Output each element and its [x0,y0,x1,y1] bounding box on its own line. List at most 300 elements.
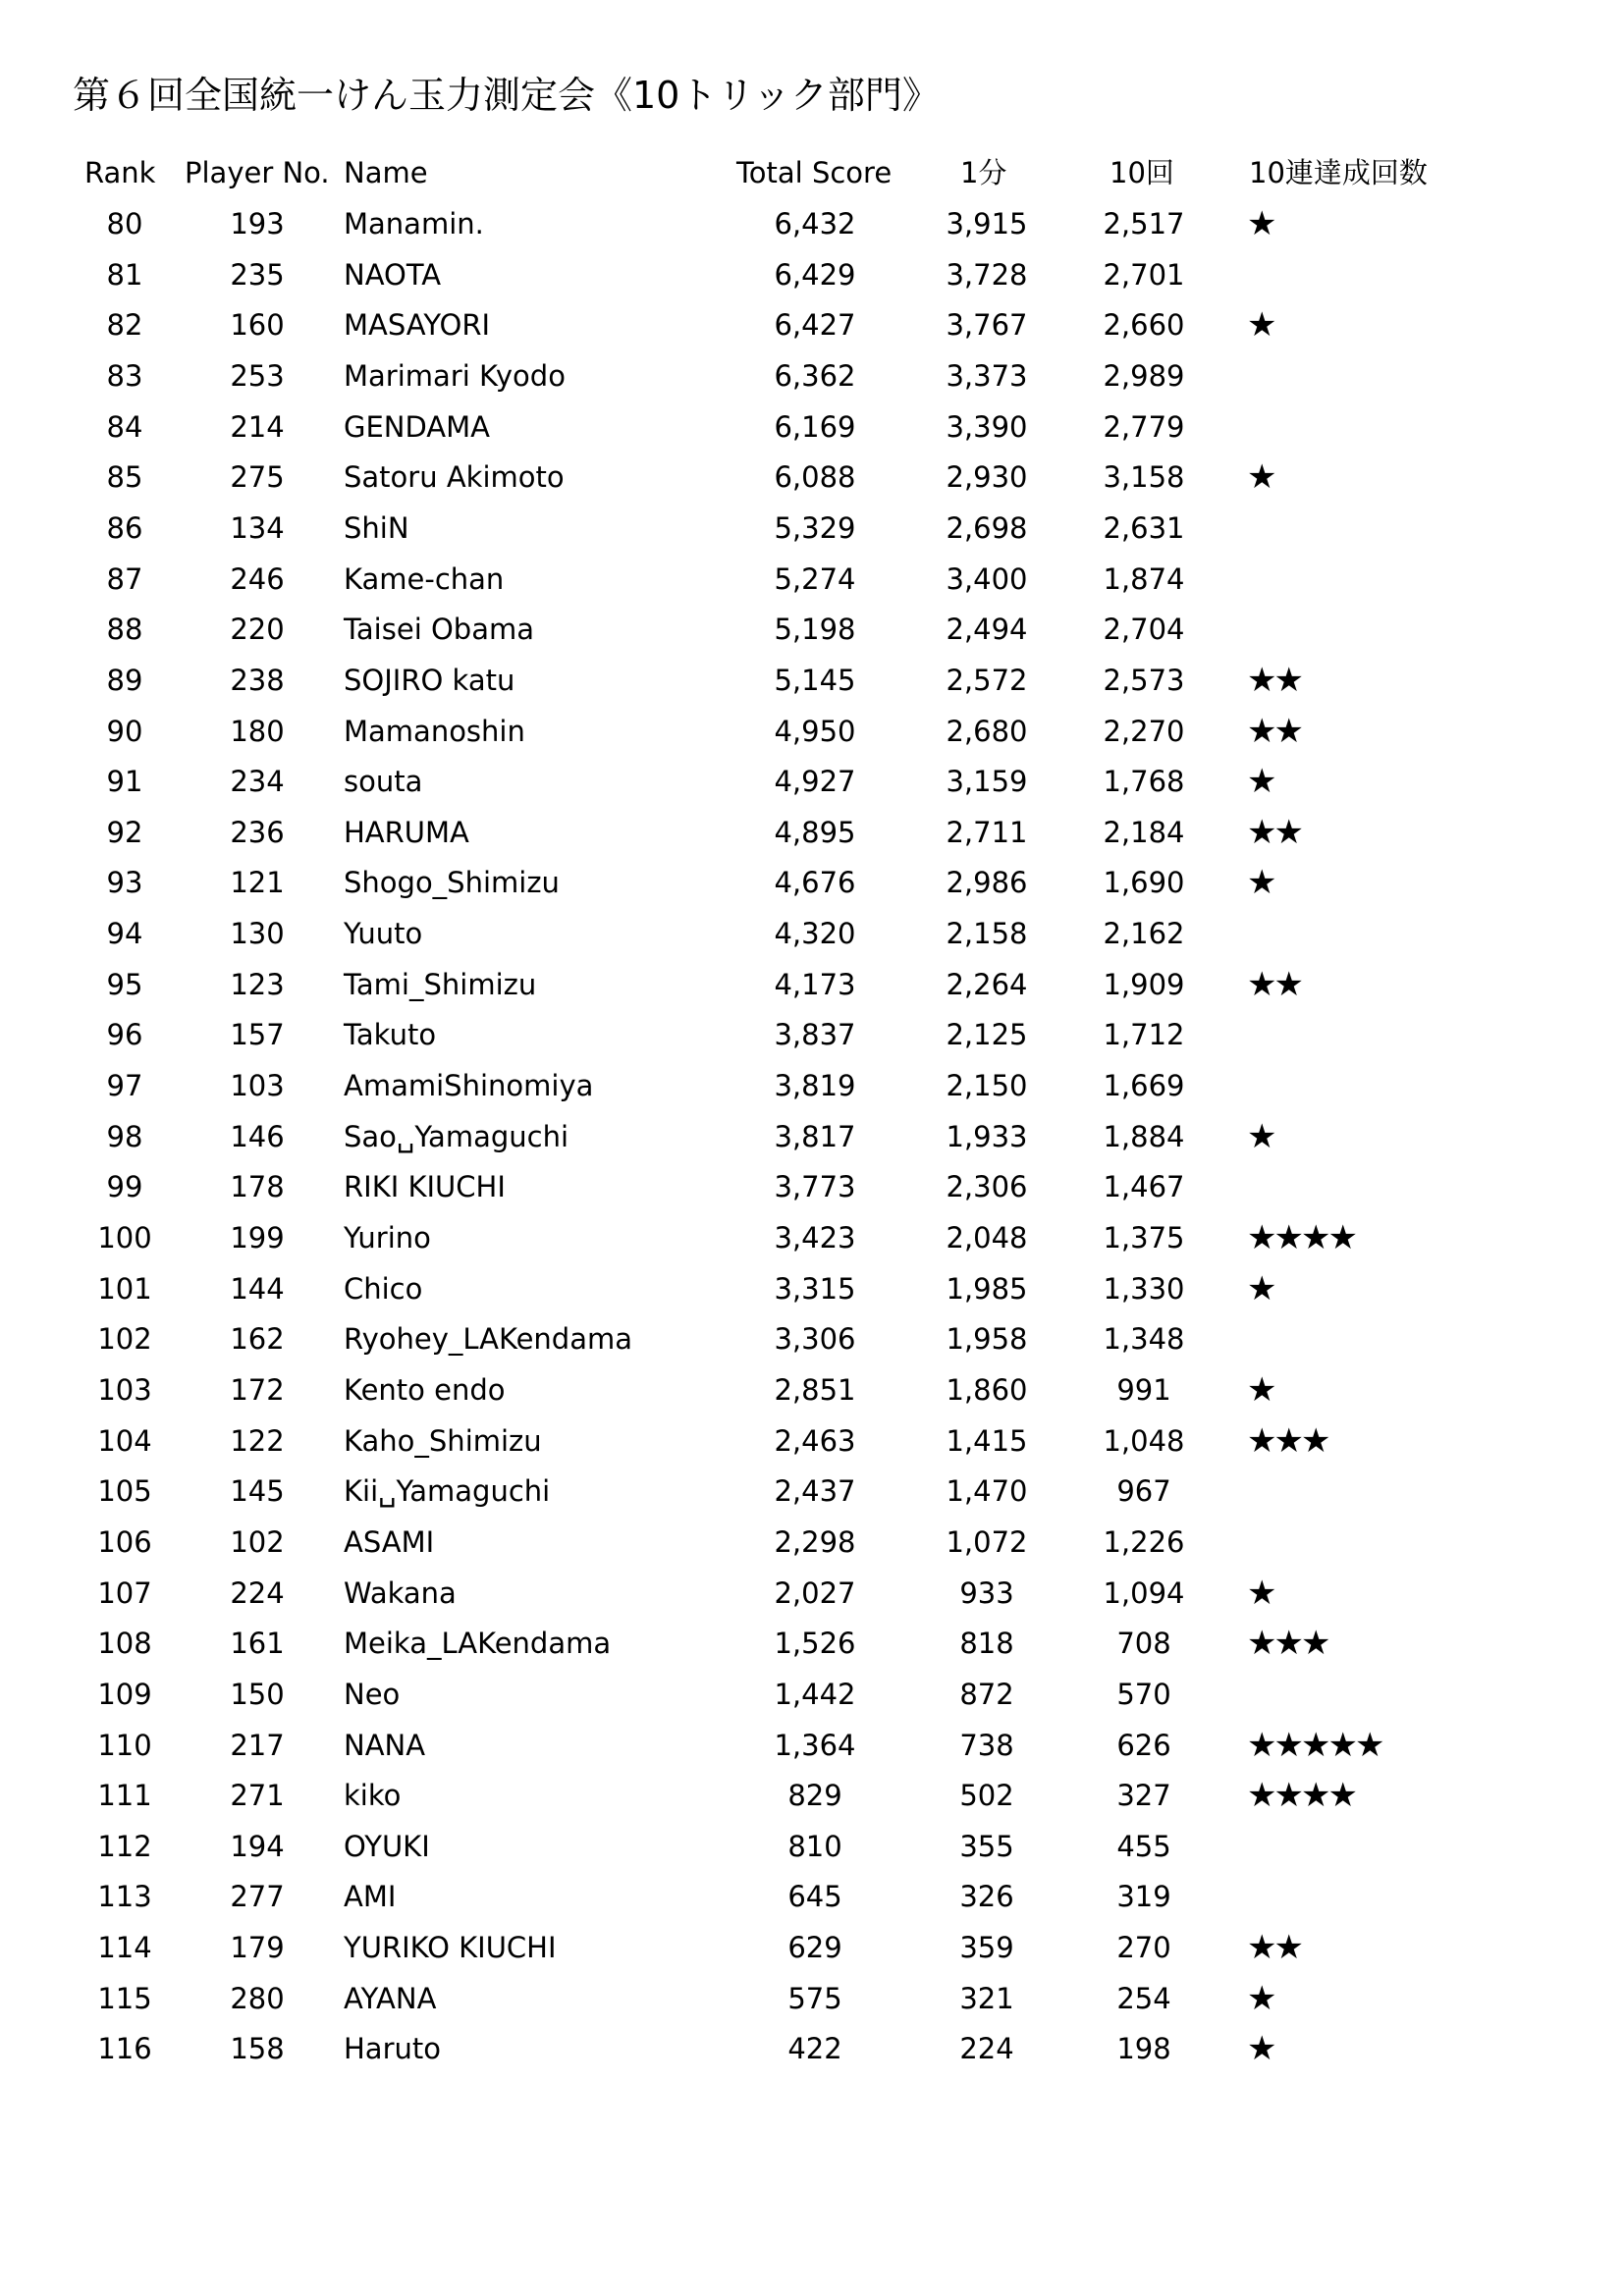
one-minute-cell: 3,373 [946,358,1028,393]
player-no-cell: 158 [230,2032,285,2066]
ten-times-cell: 1,467 [1103,1170,1185,1204]
star-icon: ★ [1273,964,1301,1004]
name-cell: Sao␣Yamaguchi [344,1119,569,1153]
streak-stars [1247,1973,1273,2024]
streak-stars [1247,1922,1301,1973]
star-icon: ★ [1273,1218,1301,1257]
rank-cell: 97 [106,1069,143,1103]
star-icon: ★ [1247,1218,1274,1257]
player-no-cell: 235 [230,257,285,292]
player-no-cell: 146 [230,1119,285,1153]
streak-stars [1247,655,1301,706]
rank-cell: 86 [106,510,143,545]
ten-times-cell: 1,669 [1103,1069,1185,1103]
one-minute-cell: 3,767 [946,308,1028,343]
table-row [0,1212,1624,1263]
name-cell: Meika_LAKendama [344,1627,612,1661]
one-minute-cell: 359 [959,1931,1014,1965]
player-no-cell: 122 [230,1423,285,1458]
streak-stars [1247,706,1301,757]
one-minute-cell: 3,390 [946,409,1028,444]
one-minute-cell: 2,930 [946,460,1028,495]
ten-times-cell: 1,048 [1103,1423,1185,1458]
one-minute-cell: 321 [959,1981,1014,2015]
ten-times-cell: 1,348 [1103,1322,1185,1357]
player-no-cell: 194 [230,1829,285,1863]
name-cell: MASAYORI [344,308,491,343]
player-no-cell: 162 [230,1322,285,1357]
one-minute-cell: 3,915 [946,207,1028,240]
header-streak-count: 10連達成回数 [1249,156,1428,189]
one-minute-cell: 2,680 [946,714,1028,748]
star-icon: ★ [1247,1776,1274,1816]
star-icon: ★ [1247,457,1274,498]
rank-cell: 112 [97,1829,152,1863]
rank-cell: 100 [97,1221,152,1255]
table-row [0,1568,1624,1619]
header-total-score: Total Score [736,156,893,189]
ten-times-cell: 1,909 [1103,967,1185,1001]
table-row [0,401,1624,453]
ten-times-cell: 1,094 [1103,1575,1185,1610]
table-row [0,1161,1624,1212]
rank-cell: 101 [97,1271,152,1306]
one-minute-cell: 2,986 [946,866,1028,900]
ten-times-cell: 3,158 [1103,460,1185,495]
name-cell: Yuuto [344,917,423,951]
rank-cell: 83 [106,358,143,393]
star-icon: ★ [1247,1978,1274,2018]
rank-cell: 98 [106,1119,143,1153]
streak-stars [1247,1364,1273,1415]
one-minute-cell: 2,048 [946,1221,1028,1255]
name-cell: AYANA [344,1981,437,2015]
name-cell: Kii␣Yamaguchi [344,1474,551,1509]
total-score-cell: 3,423 [774,1221,856,1255]
name-cell: Mamanoshin [344,714,525,748]
ten-times-cell: 327 [1116,1779,1171,1813]
name-cell: Marimari Kyodo [344,358,566,393]
one-minute-cell: 355 [959,1829,1014,1863]
ten-times-cell: 2,573 [1103,663,1185,697]
table-row [0,959,1624,1010]
player-no-cell: 130 [230,917,285,951]
player-no-cell: 246 [230,561,285,596]
rank-cell: 93 [106,866,143,900]
name-cell: NAOTA [344,257,442,292]
player-no-cell: 217 [230,1728,285,1762]
streak-stars [1247,1770,1355,1821]
rank-cell: 87 [106,561,143,596]
total-score-cell: 2,851 [774,1372,856,1407]
ten-times-cell: 2,162 [1103,917,1185,951]
star-icon: ★ [1247,863,1274,903]
star-icon: ★ [1273,812,1301,852]
table-row [0,655,1624,706]
rank-cell: 95 [106,967,143,1001]
ten-times-cell: 254 [1116,1981,1171,2015]
rank-cell: 103 [97,1372,152,1407]
name-cell: Shogo_Shimizu [344,866,560,900]
rank-cell: 89 [106,663,143,697]
player-no-cell: 214 [230,409,285,444]
one-minute-cell: 2,150 [946,1069,1028,1103]
total-score-cell: 629 [787,1931,842,1965]
star-icon: ★ [1273,1928,1301,1968]
ten-times-cell: 1,690 [1103,866,1185,900]
name-cell: Chico [344,1271,423,1306]
player-no-cell: 144 [230,1271,285,1306]
rank-cell: 96 [106,1018,143,1052]
ten-times-cell: 2,631 [1103,510,1185,545]
player-no-cell: 157 [230,1018,285,1052]
one-minute-cell: 2,158 [946,917,1028,951]
streak-stars [1247,299,1273,350]
player-no-cell: 224 [230,1575,285,1610]
one-minute-cell: 2,264 [946,967,1028,1001]
name-cell: Ryohey_LAKendama [344,1322,633,1357]
rank-cell: 106 [97,1524,152,1559]
player-no-cell: 102 [230,1524,285,1559]
name-cell: Tami_Shimizu [344,967,537,1001]
ten-times-cell: 2,701 [1103,257,1185,292]
total-score-cell: 3,817 [774,1119,856,1153]
total-score-cell: 5,145 [774,663,856,697]
total-score-cell: 4,676 [774,866,856,900]
ten-times-cell: 319 [1116,1880,1171,1914]
table-row [0,1669,1624,1720]
star-icon: ★ [1247,1116,1274,1156]
star-icon: ★ [1247,1420,1274,1461]
star-icon: ★ [1300,1218,1328,1257]
streak-stars [1247,198,1273,249]
streak-stars [1247,1568,1273,1619]
header-name: Name [344,156,428,189]
streak-stars [1247,452,1273,503]
player-no-cell: 253 [230,358,285,393]
table-row [0,452,1624,503]
table-row [0,807,1624,858]
player-no-cell: 121 [230,866,285,900]
rank-cell: 109 [97,1677,152,1711]
star-icon: ★ [1273,1420,1301,1461]
name-cell: AMI [344,1880,397,1914]
name-cell: Takuto [344,1018,437,1052]
total-score-cell: 6,169 [774,409,856,444]
rank-cell: 105 [97,1474,152,1509]
player-no-cell: 178 [230,1170,285,1204]
ten-times-cell: 270 [1116,1931,1171,1965]
name-cell: Neo [344,1677,401,1711]
name-cell: HARUMA [344,815,469,849]
ten-times-cell: 2,779 [1103,409,1185,444]
one-minute-cell: 326 [959,1880,1014,1914]
total-score-cell: 422 [787,2032,842,2066]
table-row [0,1720,1624,1771]
one-minute-cell: 933 [959,1575,1014,1610]
one-minute-cell: 818 [959,1627,1014,1661]
total-score-cell: 3,837 [774,1018,856,1052]
streak-stars [1247,959,1301,1010]
table-row [0,350,1624,401]
table-row [0,554,1624,605]
one-minute-cell: 1,985 [946,1271,1028,1306]
table-row [0,1415,1624,1467]
table-row [0,706,1624,757]
star-icon: ★ [1247,762,1274,802]
total-score-cell: 1,442 [774,1677,856,1711]
header-player-no: Player No. [185,156,330,189]
star-icon: ★ [1247,711,1274,751]
rank-cell: 113 [97,1880,152,1914]
table-row [0,249,1624,300]
table-row [0,1364,1624,1415]
name-cell: Kaho_Shimizu [344,1423,542,1458]
ten-times-cell: 1,330 [1103,1271,1185,1306]
star-icon: ★ [1273,1624,1301,1664]
total-score-cell: 829 [787,1779,842,1813]
one-minute-cell: 1,470 [946,1474,1028,1509]
total-score-cell: 1,526 [774,1627,856,1661]
one-minute-cell: 2,711 [946,815,1028,849]
player-no-cell: 271 [230,1779,285,1813]
rank-cell: 81 [106,257,143,292]
total-score-cell: 575 [787,1981,842,2015]
total-score-cell: 3,306 [774,1322,856,1357]
player-no-cell: 234 [230,765,285,799]
rank-cell: 80 [106,207,143,240]
player-no-cell: 277 [230,1880,285,1914]
star-icon: ★ [1247,812,1274,852]
one-minute-cell: 738 [959,1728,1014,1762]
ten-times-cell: 1,712 [1103,1018,1185,1052]
rank-cell: 84 [106,409,143,444]
table-row [0,1111,1624,1162]
star-icon: ★ [1300,1725,1328,1765]
total-score-cell: 4,173 [774,967,856,1001]
star-icon: ★ [1247,1268,1274,1308]
name-cell: Yurino [344,1221,431,1255]
star-icon: ★ [1354,1725,1382,1765]
ten-times-cell: 1,226 [1103,1524,1185,1559]
star-icon: ★ [1273,660,1301,700]
player-no-cell: 275 [230,460,285,495]
streak-stars [1247,1212,1355,1263]
player-no-cell: 150 [230,1677,285,1711]
star-icon: ★ [1247,660,1274,700]
one-minute-cell: 3,728 [946,257,1028,292]
total-score-cell: 810 [787,1829,842,1863]
star-icon: ★ [1300,1420,1328,1461]
ten-times-cell: 2,989 [1103,358,1185,393]
ten-times-cell: 198 [1116,2032,1171,2066]
name-cell: SOJIRO katu [344,663,515,697]
table-row [0,908,1624,959]
star-icon: ★ [1273,1776,1301,1816]
rank-cell: 94 [106,917,143,951]
name-cell: ShiN [344,510,409,545]
star-icon: ★ [1247,1725,1274,1765]
streak-stars [1247,756,1273,807]
streak-stars [1247,1720,1381,1771]
table-row [0,1922,1624,1973]
total-score-cell: 4,320 [774,917,856,951]
star-icon: ★ [1247,1573,1274,1613]
star-icon: ★ [1247,204,1274,243]
rank-cell: 114 [97,1931,152,1965]
name-cell: Satoru Akimoto [344,460,565,495]
player-no-cell: 145 [230,1474,285,1509]
one-minute-cell: 224 [959,2032,1014,2066]
ten-times-cell: 2,184 [1103,815,1185,849]
ten-times-cell: 1,768 [1103,765,1185,799]
streak-stars [1247,1618,1327,1669]
ten-times-cell: 1,884 [1103,1119,1185,1153]
rank-cell: 99 [106,1170,143,1204]
total-score-cell: 6,088 [774,460,856,495]
one-minute-cell: 2,572 [946,663,1028,697]
header-one-minute: 1分 [960,156,1007,189]
streak-stars [1247,2023,1273,2074]
total-score-cell: 5,274 [774,561,856,596]
player-no-cell: 179 [230,1931,285,1965]
ten-times-cell: 991 [1116,1372,1171,1407]
rank-cell: 82 [106,308,143,343]
table-row [0,1263,1624,1314]
ten-times-cell: 2,704 [1103,613,1185,647]
rank-cell: 110 [97,1728,152,1762]
one-minute-cell: 3,400 [946,561,1028,596]
total-score-cell: 5,329 [774,510,856,545]
rank-cell: 108 [97,1627,152,1661]
table-row [0,1313,1624,1364]
table-row [0,1973,1624,2024]
one-minute-cell: 2,698 [946,510,1028,545]
ten-times-cell: 1,874 [1103,561,1185,596]
player-no-cell: 238 [230,663,285,697]
table-row [0,1060,1624,1111]
star-icon: ★ [1327,1218,1355,1257]
one-minute-cell: 3,159 [946,765,1028,799]
ten-times-cell: 2,517 [1103,207,1185,240]
total-score-cell: 645 [787,1880,842,1914]
star-icon: ★ [1273,711,1301,751]
star-icon: ★ [1327,1776,1355,1816]
total-score-cell: 4,927 [774,765,856,799]
ten-times-cell: 2,270 [1103,714,1185,748]
name-cell: GENDAMA [344,409,491,444]
table-row [0,1009,1624,1060]
star-icon: ★ [1247,2029,1274,2069]
streak-stars [1247,857,1273,908]
player-no-cell: 280 [230,1981,285,2015]
one-minute-cell: 1,933 [946,1119,1028,1153]
total-score-cell: 2,463 [774,1423,856,1458]
total-score-cell: 5,198 [774,613,856,647]
one-minute-cell: 1,415 [946,1423,1028,1458]
total-score-cell: 3,819 [774,1069,856,1103]
star-icon: ★ [1247,964,1274,1004]
name-cell: Taisei Obama [344,613,534,647]
ten-times-cell: 708 [1116,1627,1171,1661]
star-icon: ★ [1247,1928,1274,1968]
name-cell: kiko [344,1779,402,1813]
rank-cell: 102 [97,1322,152,1357]
star-icon: ★ [1247,1369,1274,1410]
player-no-cell: 172 [230,1372,285,1407]
one-minute-cell: 872 [959,1677,1014,1711]
rank-cell: 90 [106,714,143,748]
total-score-cell: 1,364 [774,1728,856,1762]
rank-cell: 91 [106,765,143,799]
player-no-cell: 123 [230,967,285,1001]
player-no-cell: 193 [230,207,285,240]
table-row [0,503,1624,554]
total-score-cell: 2,298 [774,1524,856,1559]
player-no-cell: 220 [230,613,285,647]
name-cell: AmamiShinomiya [344,1069,594,1103]
one-minute-cell: 1,958 [946,1322,1028,1357]
star-icon: ★ [1327,1725,1355,1765]
star-icon: ★ [1247,1624,1274,1664]
table-header [0,147,1624,198]
header-ten-times: 10回 [1110,156,1174,189]
one-minute-cell: 1,072 [946,1524,1028,1559]
ten-times-cell: 2,660 [1103,308,1185,343]
star-icon: ★ [1247,305,1274,346]
rank-cell: 107 [97,1575,152,1610]
player-no-cell: 134 [230,510,285,545]
table-row [0,299,1624,350]
total-score-cell: 3,315 [774,1271,856,1306]
total-score-cell: 3,773 [774,1170,856,1204]
player-no-cell: 199 [230,1221,285,1255]
name-cell: OYUKI [344,1829,430,1863]
ten-times-cell: 570 [1116,1677,1171,1711]
name-cell: NANA [344,1728,426,1762]
rank-cell: 85 [106,460,143,495]
header-rank: Rank [84,156,156,189]
player-no-cell: 180 [230,714,285,748]
total-score-cell: 4,950 [774,714,856,748]
rank-cell: 88 [106,613,143,647]
one-minute-cell: 2,306 [946,1170,1028,1204]
name-cell: ASAMI [344,1524,435,1559]
ten-times-cell: 626 [1116,1728,1171,1762]
total-score-cell: 6,427 [774,308,856,343]
player-no-cell: 103 [230,1069,285,1103]
name-cell: Kento endo [344,1372,506,1407]
player-no-cell: 160 [230,308,285,343]
table-row [0,1770,1624,1821]
rank-cell: 104 [97,1423,152,1458]
rank-cell: 92 [106,815,143,849]
name-cell: Haruto [344,2032,441,2066]
name-cell: YURIKO KIUCHI [344,1931,557,1965]
total-score-cell: 6,362 [774,358,856,393]
name-cell: RIKI KIUCHI [344,1170,506,1204]
total-score-cell: 2,437 [774,1474,856,1509]
table-row [0,1466,1624,1517]
table-row [0,1517,1624,1568]
star-icon: ★ [1300,1624,1328,1664]
name-cell: Kame-chan [344,561,505,596]
player-no-cell: 161 [230,1627,285,1661]
rank-cell: 115 [97,1981,152,2015]
table-row [0,1618,1624,1669]
star-icon: ★ [1273,1725,1301,1765]
total-score-cell: 2,027 [774,1575,856,1610]
